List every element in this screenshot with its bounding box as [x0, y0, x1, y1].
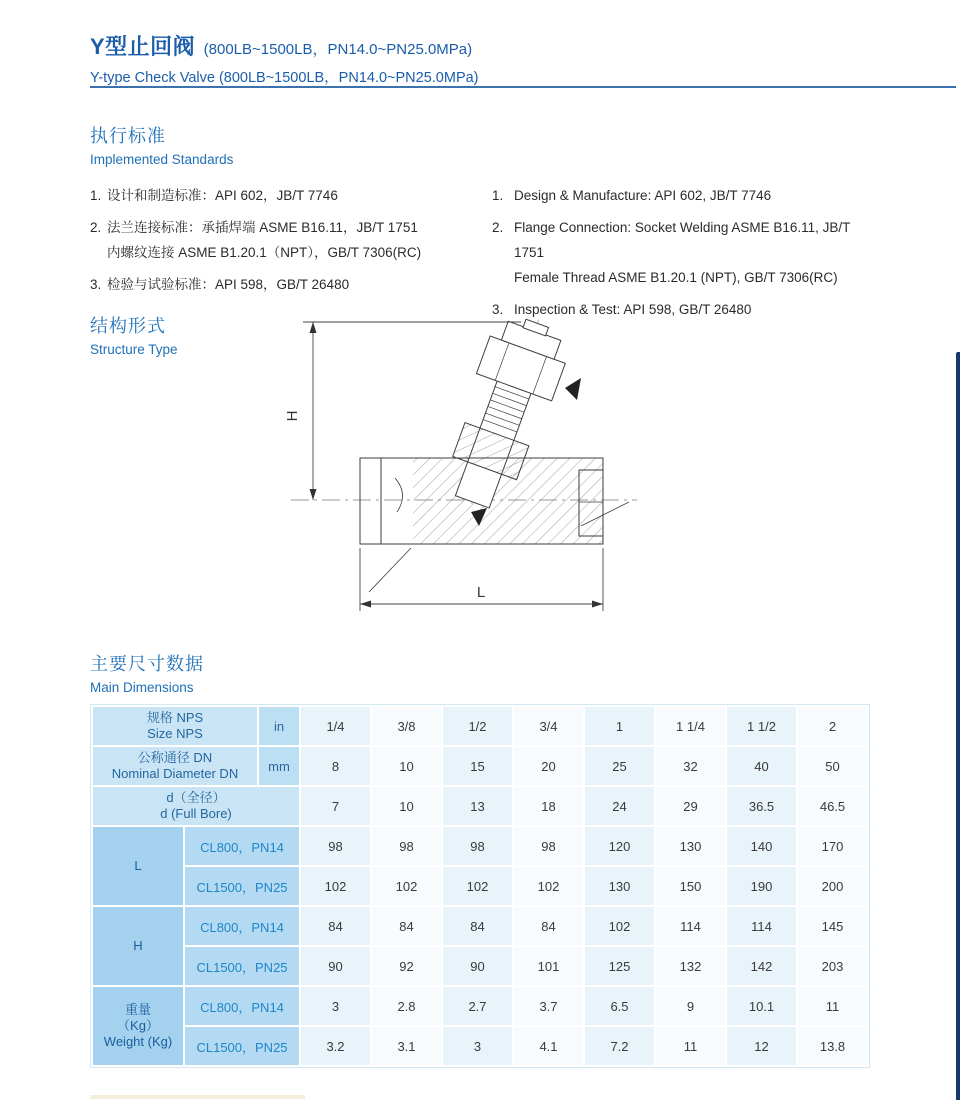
- standards-list-en: [492, 183, 868, 329]
- dim-value-cell: 120: [585, 827, 654, 865]
- table-row: [93, 787, 867, 825]
- dim-value-cell: 92: [372, 947, 441, 985]
- dim-value-cell: 3.1: [372, 1027, 441, 1065]
- dim-value-cell: 1/2: [443, 707, 512, 745]
- dim-value-cell: 7.2: [585, 1027, 654, 1065]
- dim-value-cell: 13.8: [798, 1027, 867, 1065]
- dim-value-cell: 40: [727, 747, 796, 785]
- dim-value-cell: 3.2: [301, 1027, 370, 1065]
- standards-heading-en: Implemented Standards: [90, 152, 234, 167]
- table-row: [93, 707, 867, 745]
- dimension-l: [360, 548, 603, 611]
- item-number: 2.: [492, 220, 504, 235]
- dim-value-cell: 140: [727, 827, 796, 865]
- dim-value-cell: 84: [514, 907, 583, 945]
- dim-value-cell: 98: [443, 827, 512, 865]
- arrow-down-icon: [310, 489, 317, 500]
- page-title: [90, 30, 958, 61]
- dim-value-cell: 15: [443, 747, 512, 785]
- standards-section: [90, 122, 868, 329]
- standard-item: [90, 215, 492, 265]
- dim-value-cell: 90: [443, 947, 512, 985]
- dim-value-cell: 102: [514, 867, 583, 905]
- dim-value-cell: 4.1: [514, 1027, 583, 1065]
- table-row: [93, 987, 867, 1025]
- item-text: Inspection & Test: API 598, GB/T 26480: [514, 302, 752, 317]
- table-row: [93, 747, 867, 785]
- item-text: 检验与试验标准：API 598，GB/T 26480: [107, 277, 350, 292]
- dim-value-cell: 125: [585, 947, 654, 985]
- standards-list-zh: [90, 183, 492, 329]
- row-unit: mm: [259, 747, 299, 785]
- structure-section-heading: [90, 312, 178, 357]
- dimensions-heading-en: Main Dimensions: [90, 680, 194, 695]
- dim-value-cell: 1 1/4: [656, 707, 725, 745]
- page-header: [90, 30, 958, 87]
- dim-value-cell: 102: [372, 867, 441, 905]
- item-text: 法兰连接标准：承插焊端 ASME B16.11，JB/T 1751: [107, 220, 418, 235]
- dim-value-cell: 1 1/2: [727, 707, 796, 745]
- dim-value-cell: 130: [656, 827, 725, 865]
- page-title-spec: (800LB~1500LB，PN14.0~PN25.0MPa): [203, 41, 473, 58]
- dim-value-cell: 190: [727, 867, 796, 905]
- standards-heading: [90, 122, 868, 167]
- dim-value-cell: 24: [585, 787, 654, 825]
- dim-value-cell: 3/8: [372, 707, 441, 745]
- page-title-zh: Y型止回阀: [90, 34, 196, 59]
- arrow-right-icon: [592, 601, 603, 608]
- group-label: H: [93, 907, 183, 985]
- dim-value-cell: 84: [443, 907, 512, 945]
- dim-value-cell: 50: [798, 747, 867, 785]
- arrow-left-icon: [360, 601, 371, 608]
- standard-item: [90, 272, 492, 297]
- item-number: 3.: [90, 277, 102, 292]
- dim-value-cell: 132: [656, 947, 725, 985]
- dim-value-cell: 1: [585, 707, 654, 745]
- dim-value-cell: 145: [798, 907, 867, 945]
- dim-value-cell: 3: [443, 1027, 512, 1065]
- table-row: [93, 907, 867, 945]
- item-text: Flange Connection: Socket Welding ASME B16.11, JB/T 1751: [514, 220, 851, 260]
- standard-item: [90, 183, 492, 208]
- dim-value-cell: 98: [372, 827, 441, 865]
- dim-value-cell: 10: [372, 747, 441, 785]
- variant-label: CL800，PN14: [185, 987, 299, 1025]
- structure-heading-zh: 结构形式: [90, 316, 166, 336]
- dim-value-cell: 25: [585, 747, 654, 785]
- row-label: 规格 NPS Size NPS: [93, 707, 257, 745]
- dim-value-cell: 102: [585, 907, 654, 945]
- table-row: [93, 827, 867, 865]
- dim-value-cell: 84: [301, 907, 370, 945]
- dim-value-cell: 10.1: [727, 987, 796, 1025]
- dim-value-cell: 101: [514, 947, 583, 985]
- table-row: [93, 867, 867, 905]
- row-label: d（全径） d (Full Bore): [93, 787, 299, 825]
- standard-item: [492, 215, 868, 290]
- item-text: Design & Manufacture: API 602, JB/T 7746: [514, 188, 772, 203]
- dim-value-cell: 114: [727, 907, 796, 945]
- dim-value-cell: 9: [656, 987, 725, 1025]
- dim-value-cell: 114: [656, 907, 725, 945]
- dim-value-cell: 102: [301, 867, 370, 905]
- arrow-up-icon: [310, 322, 317, 333]
- dim-value-cell: 3.7: [514, 987, 583, 1025]
- dim-value-cell: 1/4: [301, 707, 370, 745]
- table-row: [93, 947, 867, 985]
- dim-value-cell: 18: [514, 787, 583, 825]
- dim-value-cell: 6.5: [585, 987, 654, 1025]
- dimensions-section-heading: [90, 650, 204, 695]
- variant-label: CL800，PN14: [185, 827, 299, 865]
- dim-value-cell: 36.5: [727, 787, 796, 825]
- structure-heading-en: Structure Type: [90, 342, 178, 357]
- variant-label: CL1500，PN25: [185, 947, 299, 985]
- dim-value-cell: 10: [372, 787, 441, 825]
- dim-value-cell: 3/4: [514, 707, 583, 745]
- dim-label-l: L: [476, 584, 486, 601]
- dim-value-cell: 84: [372, 907, 441, 945]
- group-label: L: [93, 827, 183, 905]
- valve-seat-wedge: [565, 378, 581, 400]
- dim-value-cell: 98: [514, 827, 583, 865]
- standard-item: [492, 183, 868, 208]
- group-label: 重量 （Kg） Weight (Kg): [93, 987, 183, 1065]
- variant-label: CL1500，PN25: [185, 1027, 299, 1065]
- footer-strip: [90, 1095, 305, 1099]
- dim-value-cell: 142: [727, 947, 796, 985]
- dim-value-cell: 20: [514, 747, 583, 785]
- dim-value-cell: 2.7: [443, 987, 512, 1025]
- dim-value-cell: 130: [585, 867, 654, 905]
- valve-structure-diagram: [283, 312, 655, 623]
- dim-value-cell: 8: [301, 747, 370, 785]
- page-edge-bar: [956, 352, 960, 1100]
- item-number: 1.: [90, 188, 102, 203]
- dim-value-cell: 13: [443, 787, 512, 825]
- dim-value-cell: 2: [798, 707, 867, 745]
- dim-label-h: H: [284, 410, 301, 422]
- item-text: 设计和制造标准：API 602，JB/T 7746: [107, 188, 338, 203]
- dim-value-cell: 7: [301, 787, 370, 825]
- dim-value-cell: 102: [443, 867, 512, 905]
- item-text: Female Thread ASME B1.20.1 (NPT), GB/T 7306(RC): [514, 270, 838, 285]
- title-divider: [90, 86, 956, 88]
- row-label: 公称通径 DN Nominal Diameter DN: [93, 747, 257, 785]
- dim-value-cell: 200: [798, 867, 867, 905]
- variant-label: CL1500，PN25: [185, 867, 299, 905]
- dim-value-cell: 12: [727, 1027, 796, 1065]
- dim-value-cell: 3: [301, 987, 370, 1025]
- dim-value-cell: 46.5: [798, 787, 867, 825]
- table-row: [93, 1027, 867, 1065]
- dim-value-cell: 29: [656, 787, 725, 825]
- item-number: 1.: [492, 188, 504, 203]
- dimensions-heading-zh: 主要尺寸数据: [90, 654, 204, 674]
- main-dimensions-table: [91, 705, 869, 1067]
- standards-heading-zh: 执行标准: [90, 126, 166, 146]
- row-unit: in: [259, 707, 299, 745]
- main-dimensions-table-wrap: [90, 704, 870, 1068]
- dim-value-cell: 11: [798, 987, 867, 1025]
- page-title-en: Y-type Check Valve (800LB~1500LB，PN14.0~PN25.0MPa): [90, 70, 479, 86]
- dim-value-cell: 11: [656, 1027, 725, 1065]
- item-text: 内螺纹连接 ASME B1.20.1（NPT），GB/T 7306(RC): [107, 245, 422, 260]
- variant-label: CL800，PN14: [185, 907, 299, 945]
- standards-columns: [90, 183, 868, 329]
- dim-value-cell: 98: [301, 827, 370, 865]
- dim-value-cell: 2.8: [372, 987, 441, 1025]
- item-number: 3.: [492, 302, 504, 317]
- dim-value-cell: 32: [656, 747, 725, 785]
- item-number: 2.: [90, 220, 102, 235]
- dim-value-cell: 90: [301, 947, 370, 985]
- dim-value-cell: 203: [798, 947, 867, 985]
- dim-value-cell: 150: [656, 867, 725, 905]
- dim-value-cell: 170: [798, 827, 867, 865]
